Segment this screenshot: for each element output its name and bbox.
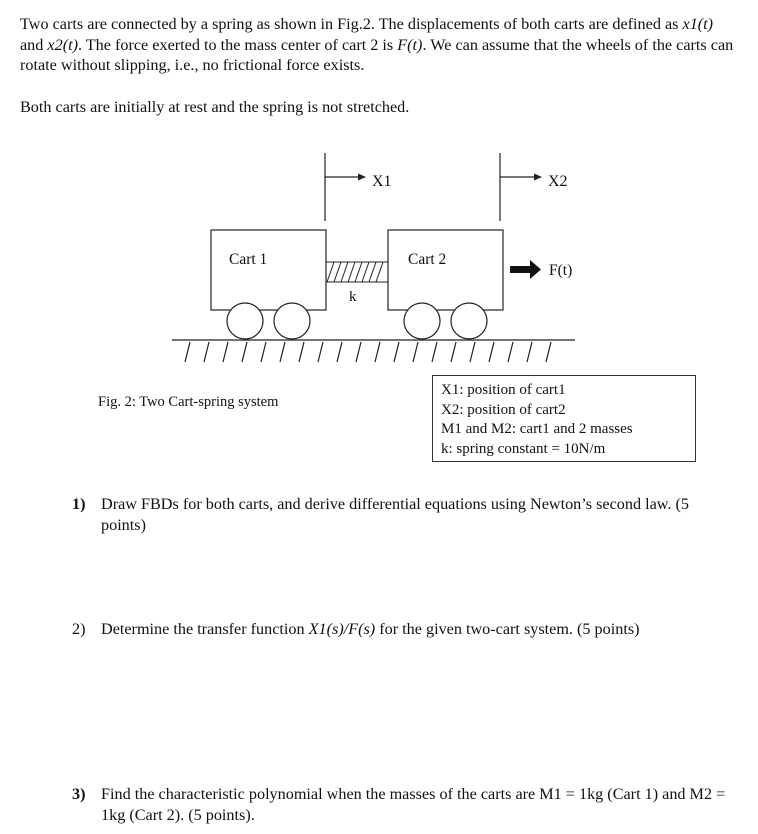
- x1t-symbol: x1(t): [682, 15, 714, 33]
- cart-2-label: Cart 2: [408, 251, 447, 268]
- figure-caption: Fig. 2: Two Cart-spring system: [98, 394, 279, 410]
- x2-reference-marker: [500, 153, 568, 221]
- question-1-text: Draw FBDs for both carts, and derive differential equations using Newton’s second law. (5 points): [101, 495, 690, 534]
- question-2-text: [72, 619, 732, 640]
- ground: [172, 340, 575, 362]
- intro-text-c: . We can assume that the wheels of the carts can rotate without slipping, i.e., no frictional force exists.: [20, 35, 734, 74]
- cart-2: [388, 230, 503, 339]
- legend-x2: X2: position of cart2: [441, 401, 566, 418]
- spring: [326, 262, 388, 305]
- question-3: [72, 784, 732, 825]
- legend-x1: X1: position of cart1: [441, 382, 566, 398]
- x1-reference-marker: [325, 153, 392, 221]
- question-3-number: 3): [72, 785, 86, 803]
- transfer-function-symbol: X1(s)/F(s): [308, 620, 376, 638]
- legend-box: [432, 375, 696, 462]
- force-symbol: F(t): [397, 35, 423, 54]
- intro-and: and: [20, 35, 48, 54]
- legend-masses: M1 and M2: cart1 and 2 masses: [441, 421, 633, 437]
- cart-1-label: Cart 1: [229, 251, 268, 268]
- x1-label: X1: [372, 173, 392, 190]
- question-2-number: 2): [72, 620, 86, 638]
- question-3-text: Find the characteristic polynomial when the masses of the carts are M1 = 1kg (Cart 1) and M2 = 1kg (Cart 2). (5 points).: [101, 785, 726, 824]
- question-2-text-b: for the given two-cart system. (5 points): [375, 620, 640, 638]
- question-1-number: 1): [72, 495, 86, 513]
- legend-spring-constant: k: spring constant = 10N/m: [441, 440, 606, 457]
- spring-constant-label: k: [349, 289, 357, 305]
- question-2: [72, 619, 732, 640]
- cart-1: [211, 230, 326, 339]
- initial-condition-paragraph: Both carts are initially at rest and the spring is not stretched.: [20, 98, 410, 116]
- question-2-text-a: Determine the transfer function: [101, 620, 309, 638]
- force-label: F(t): [549, 262, 573, 279]
- x2t-symbol: x2(t): [47, 35, 78, 54]
- force-arrow: [510, 260, 572, 279]
- intro-text-b: . The force exerted to the mass center of cart 2 is: [77, 35, 398, 54]
- intro-text-a: Two carts are connected by a spring as shown in Fig.2. The displacements of both carts are defined as: [20, 15, 683, 33]
- x2-label: X2: [548, 173, 568, 190]
- question-1: [72, 494, 732, 535]
